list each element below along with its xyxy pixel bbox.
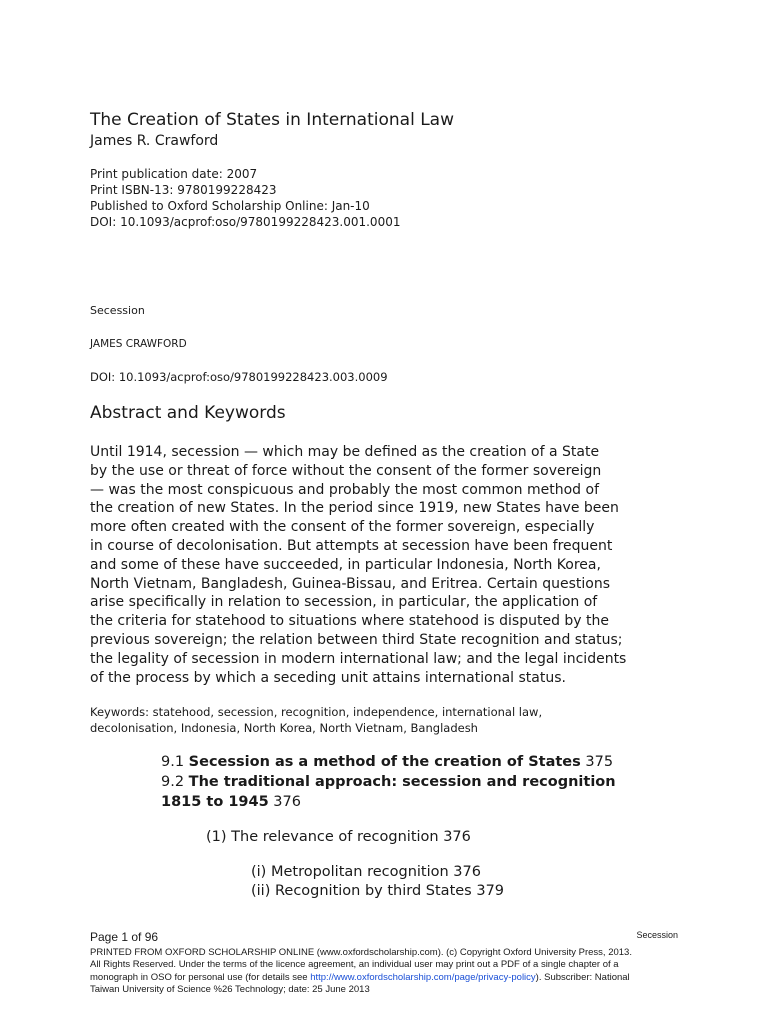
toc-item-third-state-recognition[interactable]: (ii) Recognition by third States 379 [251,883,505,899]
chapter-doi: DOI: 10.1093/acprof:oso/9780199228423.003.0009 [90,370,388,384]
abstract-line: Until 1914, secession — which may be defined as the creation of a State [90,444,600,460]
notice-line: PRINTED FROM OXFORD SCHOLARSHIP ONLINE (www.oxfordscholarship.com). (c) Copyright Oxford University Press, 2013. [90,947,632,958]
book-author: James R. Crawford [90,133,219,149]
notice-line [90,972,678,984]
toc-item-9-2[interactable] [161,772,616,792]
abstract-line: and some of these have succeeded, in particular Indonesia, North Korea, [90,556,601,573]
toc-page: 376 [268,794,301,810]
page-number: Page 1 of 96 [90,930,159,944]
book-doi: DOI: 10.1093/acprof:oso/9780199228423.001.0001 [90,215,401,229]
toc-item-9-2-continued[interactable] [161,792,301,812]
toc-item-metropolitan-recognition[interactable]: (i) Metropolitan recognition 376 [251,864,481,880]
abstract-line: previous sovereign; the relation between third State recognition and status; [90,631,623,648]
toc-number: 9.2 [161,774,189,790]
abstract-line: the creation of new States. In the period since 1919, new States have been [90,500,619,517]
chapter-label: Secession [90,304,145,317]
abstract-line: of the process by which a seceding unit attains international status. [90,669,566,686]
notice-line: All Rights Reserved. Under the terms of the licence agreement, an individual user may print out a PDF of a single chapter of a [90,959,619,971]
published-online: Published to Oxford Scholarship Online: Jan-10 [90,199,370,213]
abstract-line: by the use or threat of force without the consent of the former sovereign [90,462,602,479]
copyright-notice [90,947,678,997]
keywords [90,704,542,736]
abstract-line: in course of decolonisation. But attempts at secession have been frequent [90,537,613,554]
toc-number: 9.1 [161,754,189,770]
toc-item-recognition-relevance[interactable]: (1) The relevance of recognition 376 [206,829,471,845]
book-metadata [90,166,400,230]
privacy-policy-link[interactable]: http://www.oxfordscholarship.com/page/privacy-policy [310,971,536,983]
toc-title: 1815 to 1945 [161,794,269,810]
keywords-line: Keywords: statehood, secession, recognition, independence, international law, [90,705,543,719]
keywords-line: decolonisation, Indonesia, North Korea, North Vietnam, Bangladesh [90,721,478,735]
chapter-author: JAMES CRAWFORD [90,338,187,350]
book-title: The Creation of States in International Law [90,110,454,130]
notice-line: Taiwan University of Science %26 Technology; date: 25 June 2013 [90,984,370,996]
toc-title: The traditional approach: secession and recognition [188,774,616,790]
notice-text: ). Subscriber: National [535,971,630,983]
print-isbn: Print ISBN-13: 9780199228423 [90,183,277,197]
footer-chapter-label: Secession [636,930,678,940]
abstract-heading: Abstract and Keywords [90,403,286,423]
abstract-line: more often created with the consent of the former sovereign, especially [90,519,595,536]
toc-page: 375 [580,754,614,770]
print-publication-date: Print publication date: 2007 [90,167,258,181]
abstract-body [90,443,690,687]
toc-item-9-1[interactable] [161,752,613,772]
abstract-line: arise specifically in relation to secession, in particular, the application of [90,594,598,611]
notice-text: monograph in OSO for personal use (for details see [90,971,311,983]
abstract-line: the legality of secession in modern international law; and the legal incidents [90,650,627,667]
toc-title: Secession as a method of the creation of States [188,754,581,770]
abstract-line: the criteria for statehood to situations where statehood is disputed by the [90,613,609,630]
abstract-line: — was the most conspicuous and probably the most common method of [90,481,600,498]
abstract-line: North Vietnam, Bangladesh, Guinea-Bissau, and Eritrea. Certain questions [90,575,611,592]
